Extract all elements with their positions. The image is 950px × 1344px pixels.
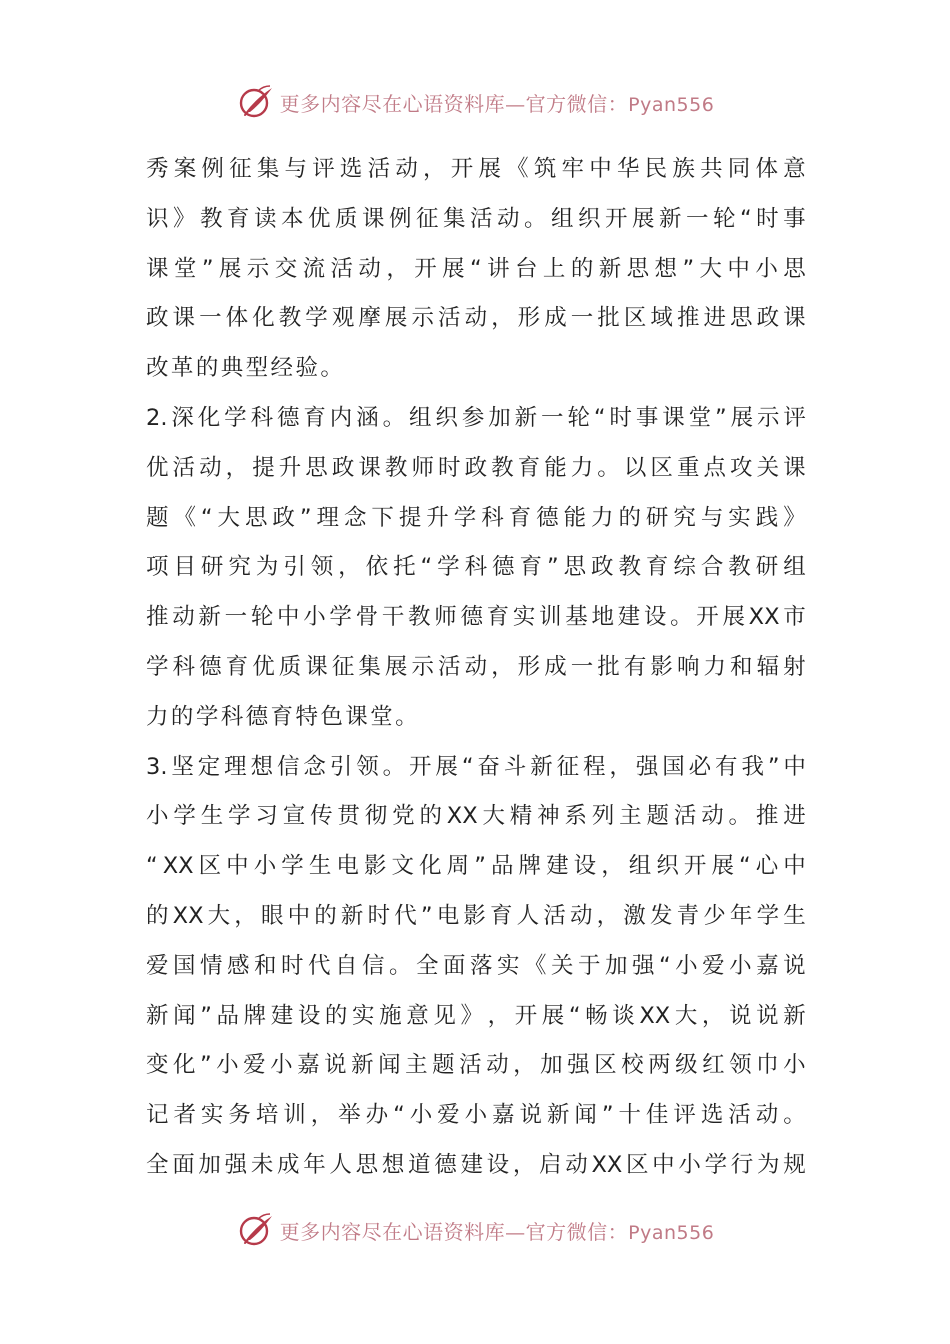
text-line: 力 的 学 科 德 育 特 色 课 堂 。 <box>146 703 418 730</box>
text-line: 的 XX 大 ， 眼 中 的 新 时 代 ” 电 影 育 人 活 动 ， 激 发 青 少 年 学 生 <box>146 902 806 929</box>
text-line: 项 目 研 究 为 引 领 ， 依 托 “ 学 科 德 育 ” 思 政 教 育 综 合 教 研 组 <box>146 554 806 581</box>
document-body <box>146 145 806 1191</box>
watermark-footer <box>0 1208 950 1252</box>
text-line: 秀 案 例 征 集 与 评 选 活 动 ， 开 展 《 筑 牢 中 华 民 族 共 同 体 意 <box>146 156 806 182</box>
text-line: 2. 深 化 学 科 德 育 内 涵 。 组 织 参 加 新 一 轮 “ 时 事 课 堂 ” 展 示 评 <box>146 404 806 431</box>
text-line: 改 革 的 典 型 经 验 。 <box>146 355 343 382</box>
text-line: 小 学 生 学 习 宣 传 贯 彻 党 的 XX 大 精 神 系 列 主 题 活 动 。 推 进 <box>146 803 806 830</box>
text-line: “ XX 区 中 小 学 生 电 影 文 化 周 ” 品 牌 建 设 ， 组 织 开 展 “ 心 中 <box>146 853 806 880</box>
text-line: 学 科 德 育 优 质 课 征 集 展 示 活 动 ， 形 成 一 批 有 影 响 力 和 辐 射 <box>146 653 806 680</box>
quill-logo-icon <box>236 1210 276 1250</box>
quill-logo-icon <box>236 82 276 122</box>
text-line: 课 堂 ” 展 示 交 流 活 动 ， 开 展 “ 讲 台 上 的 新 思 想 ” 大 中 小 思 <box>146 255 806 282</box>
watermark-handle: Pyan556 <box>628 93 715 116</box>
text-line: 政 课 一 体 化 教 学 观 摩 展 示 活 动 ， 形 成 一 批 区 域 推 进 思 政 课 <box>146 305 806 332</box>
text-line: 3. 坚 定 理 想 信 念 引 领 。 开 展 “ 奋 斗 新 征 程 ， 强 国 必 有 我 ” 中 <box>146 753 806 780</box>
watermark-text: 更多内容尽在心语资料库—官方微信：Pyan556 <box>279 91 715 116</box>
text-line: 爱 国 情 感 和 时 代 自 信 。 全 面 落 实 《 关 于 加 强 “ 小 爱 小 嘉 说 <box>146 952 806 979</box>
text-line: 优 活 动 ， 提 升 思 政 课 教 师 时 政 教 育 能 力 。 以 区 重 点 攻 关 课 <box>146 454 806 481</box>
text-line: 题 《 “ 大 思 政 ” 理 念 下 提 升 学 科 育 德 能 力 的 研 究 与 实 践 》 <box>146 504 806 531</box>
text-line: 识 》 教 育 读 本 优 质 课 例 征 集 活 动 。 组 织 开 展 新 一 轮 “ 时 事 <box>146 205 806 232</box>
watermark-text: 更多内容尽在心语资料库—官方微信：Pyan556 <box>279 1219 715 1244</box>
text-line: 新 闻 ” 品 牌 建 设 的 实 施 意 见 》 ， 开 展 “ 畅 谈 XX 大 ， 说 说 新 <box>146 1002 806 1029</box>
text-line: 变 化 ” 小 爱 小 嘉 说 新 闻 主 题 活 动 ， 加 强 区 校 两 级 红 领 巾 小 <box>146 1052 806 1079</box>
text-line: 记 者 实 务 培 训 ， 举 办 “ 小 爱 小 嘉 说 新 闻 ” 十 佳 评 选 活 动 。 <box>146 1102 806 1129</box>
watermark-header <box>0 80 950 124</box>
text-line: 全 面 加 强 未 成 年 人 思 想 道 德 建 设 ， 启 动 XX 区 中 小 学 行 为 规 <box>146 1151 806 1178</box>
text-line: 推 动 新 一 轮 中 小 学 骨 干 教 师 德 育 实 训 基 地 建 设 。 开 展 XX 市 <box>146 604 806 631</box>
watermark-handle: Pyan556 <box>628 1221 715 1244</box>
